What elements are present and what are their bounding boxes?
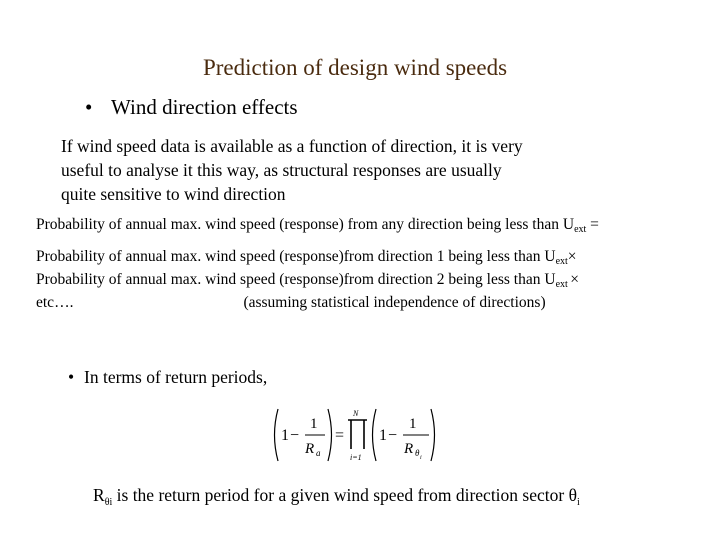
prob-tail: × [570, 271, 580, 288]
product-symbol [348, 420, 367, 449]
definition-prefix-sub: θi [104, 497, 113, 508]
left-paren-close [328, 409, 332, 461]
prob-text: Probability of annual max. wind speed (response)from direction 1 being less than U [36, 248, 556, 265]
probability-line-etc [36, 294, 546, 312]
intro-paragraph [61, 134, 523, 206]
denominator-left: R [305, 441, 315, 457]
right-paren-open [373, 409, 377, 461]
bullet-wind-direction [85, 95, 298, 120]
independence-assumption: (assuming statistical independence of directions) [243, 294, 546, 311]
probability-line-direction-1 [36, 248, 577, 267]
bullet-text: In terms of return periods, [84, 367, 268, 387]
definition-text: is the return period for a given wind speed from direction sector θ [112, 485, 577, 505]
probability-line-any-direction [36, 216, 599, 235]
definition-tail-sub: i [576, 497, 580, 508]
minus-left: − [290, 427, 300, 444]
right-paren-close [431, 409, 435, 461]
prob-text: Probability of annual max. wind speed (response)from direction 2 being less than U [36, 271, 556, 288]
prob-sub: ext [555, 256, 568, 267]
bullet-return-periods [68, 367, 267, 388]
etc-text: etc…. [36, 294, 74, 311]
denominator-right-sub: θ [415, 448, 420, 458]
numerator-right: 1 [409, 416, 417, 432]
paragraph-line-3: quite sensitive to wind direction [61, 184, 286, 204]
product-upper-limit: N [353, 409, 359, 418]
prob-tail: × [567, 248, 577, 265]
prob-text: Probability of annual max. wind speed (response) from any direction being less than U [36, 216, 575, 233]
denominator-right-subsub: i [420, 455, 422, 461]
return-period-definition [93, 485, 580, 508]
paragraph-line-2: useful to analyse it this way, as structural responses are usually [61, 160, 502, 180]
prob-tail: = [586, 216, 599, 233]
prob-sub: ext [574, 224, 587, 235]
probability-line-direction-2 [36, 271, 579, 290]
left-paren-open [275, 409, 279, 461]
minus-right: − [388, 427, 398, 444]
bullet-text: Wind direction effects [111, 95, 298, 119]
one-left: 1 [281, 427, 289, 444]
product-lower-limit: i=1 [350, 453, 362, 462]
one-right: 1 [379, 427, 387, 444]
denominator-right: R [404, 441, 414, 457]
bullet-marker: • [85, 95, 93, 119]
bullet-marker: • [68, 367, 75, 387]
return-period-formula [270, 405, 440, 465]
denominator-left-sub: a [316, 448, 321, 458]
numerator-left: 1 [310, 416, 318, 432]
equals-sign: = [335, 427, 345, 444]
slide-title: Prediction of design wind speeds [202, 55, 508, 80]
prob-sub: ext [555, 279, 571, 290]
paragraph-line-1: If wind speed data is available as a function of direction, it is very [61, 136, 523, 156]
definition-prefix: R [93, 485, 105, 505]
